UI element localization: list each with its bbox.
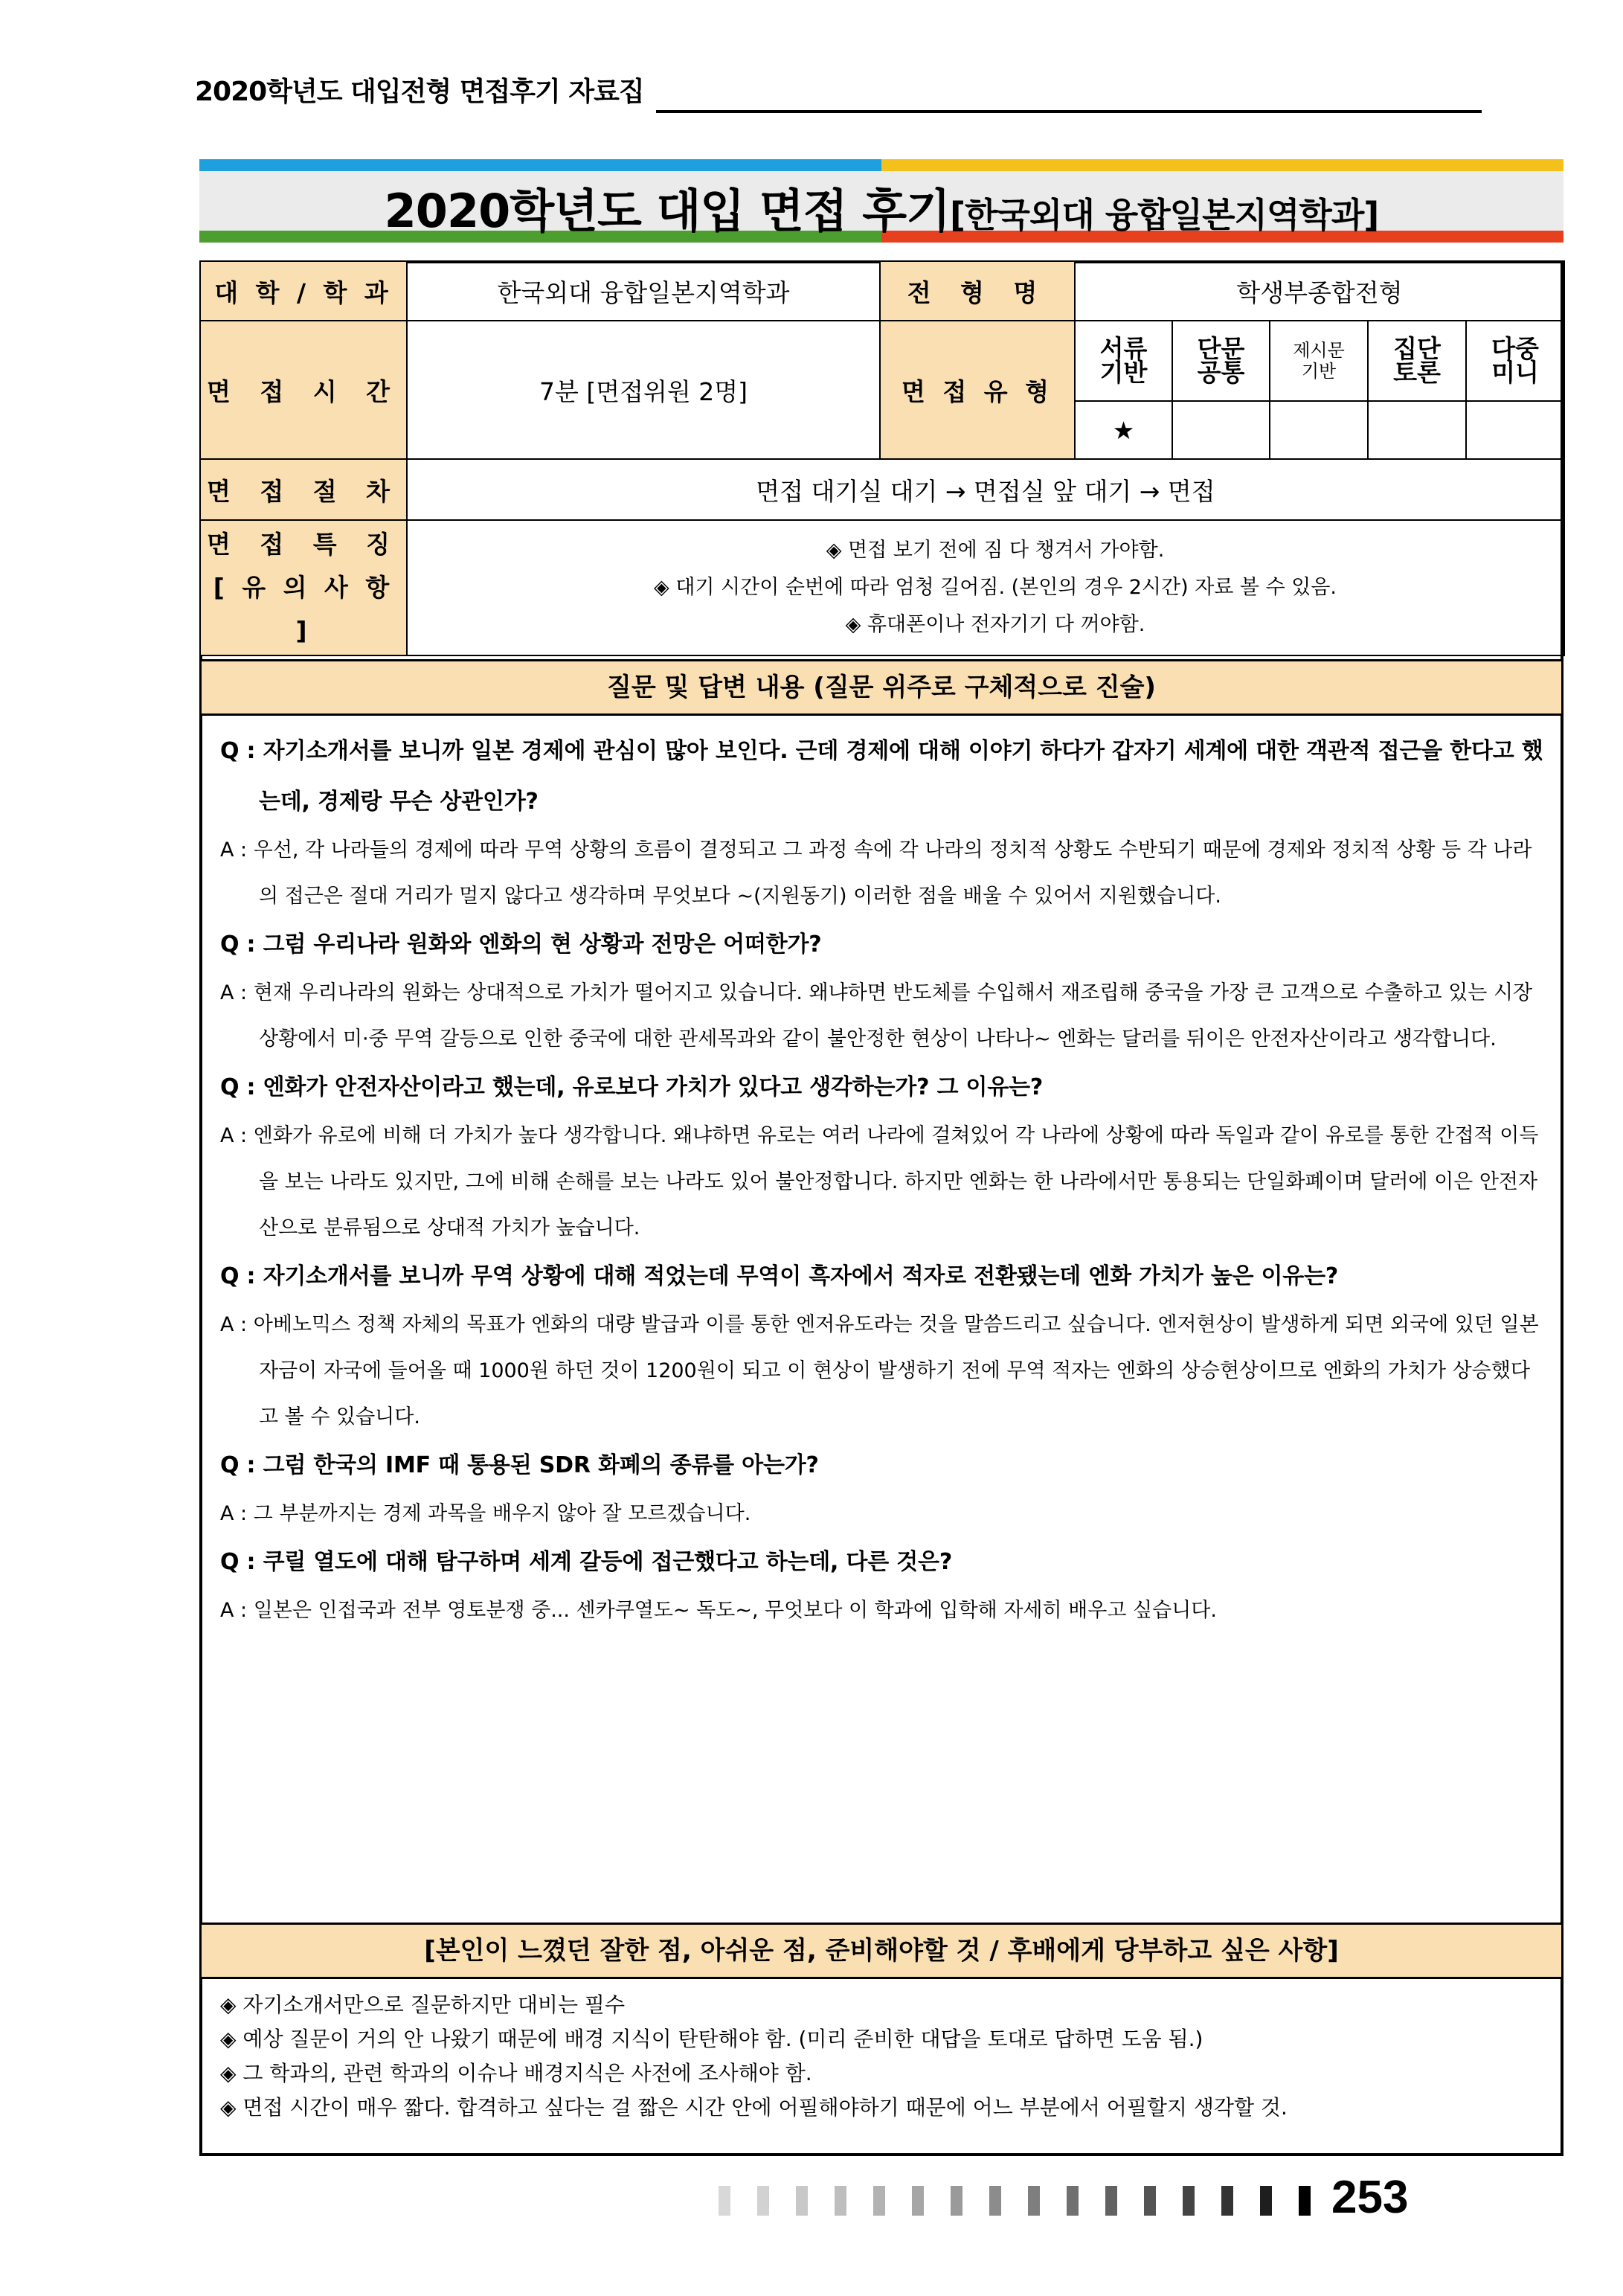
type-mark-cell [1466,401,1564,459]
feature-item: ◈ 휴대폰이나 전자기기 다 꺼야함. [845,613,1145,636]
title-banner [199,159,1563,243]
answer: A : 엔화가 유로에 비해 더 가치가 높다 생각합니다. 왜냐하면 유로는 여러 나라에 걸쳐있어 각 나라에 상황에 따라 독일과 같이 유로를 통한 간접적 이득을 보는 나라도 있지만, 그에 비해 손해를 보는 나라도 있어 불안정합니다. 하지만 엔화는 한 나라에서만 통용되는 단일화폐이며 달러에 이은 안전자산으로 분류됨으로 상대적 가치가 높습니다. [220,1124,1539,1240]
page-title [199,174,1563,240]
type-document: 서류 기반 [1075,321,1172,401]
tip-item: ◈ 면접 시간이 매우 짧다. 합격하고 싶다는 걸 짧은 시간 안에 어필해야하기 때문에 어느 부분에서 어필할지 생각할 것. [220,2095,1288,2120]
header-rule [656,110,1482,113]
tips-section-title: [본인이 느꼈던 잘한 점, 아쉬운 점, 준비해야할 것 / 후배에게 당부하고 싶은 사항] [199,1923,1563,1979]
type-passage: 제시문 기반 [1270,321,1368,401]
running-title: 2020학년도 대입전형 면접후기 자료집 [195,77,644,107]
admission-label: 전 형 명 [880,261,1075,321]
tip-item: ◈ 자기소개서만으로 질문하지만 대비는 필수 [220,1992,626,2017]
question: Q : 자기소개서를 보니까 무역 상황에 대해 적었는데 무역이 흑자에서 적자로 전환됐는데 엔화 가치가 높은 이유는? [220,1263,1339,1289]
type-mark-cell [1368,401,1466,459]
type-mark-cell [1270,401,1368,459]
qa-section-title: 질문 및 답변 내용 (질문 위주로 구체적으로 진술) [199,659,1563,716]
answer: A : 아베노믹스 정책 자체의 목표가 엔화의 대량 발급과 이를 통한 엔저유도라는 것을 말씀드리고 싶습니다. 엔저현상이 발생하게 되면 외국에 있던 일본 자금이 자국에 들어올 때 1000원 하던 것이 1200원이 되고 이 현상이 발생하기 전에 무역 적자는 엔화의 상승현상이므로 엔화의 가치가 상승했다고 볼 수 있습니다. [220,1313,1539,1428]
answer: A : 그 부분까지는 경제 과목을 배우지 않아 잘 모르겠습니다. [220,1502,751,1525]
admission-value: 학생부종합전형 [1075,261,1564,321]
answer: A : 일본은 인접국과 전부 영토분쟁 중... 센카쿠열도~ 독도~, 무엇보다 이 학과에 입학해 자세히 배우고 싶습니다. [220,1599,1217,1622]
school-value: 한국외대 융합일본지역학과 [407,261,880,321]
type-multi-mini: 다중 미니 [1466,321,1564,401]
question: Q : 그럼 우리나라 원화와 엔화의 현 상황과 전망은 어떠한가? [220,931,822,958]
answer: A : 현재 우리나라의 원화는 상대적으로 가치가 떨어지고 있습니다. 왜냐하면 반도체를 수입해서 재조립해 중국을 가장 큰 고객으로 수출하고 있는 시장 상황에서 미·중 무역 갈등으로 인한 중국에 대한 관세목과와 같이 불안정한 현상이 나타나~ 엔화는 달러를 뒤이은 안전자산이라고 생각합니다. [220,981,1533,1051]
question: Q : 쿠릴 열도에 대해 탐구하며 세계 갈등에 접근했다고 하는데, 다른 것은? [220,1549,953,1575]
procedure-label: 면 접 절 차 [200,459,407,520]
banner-bar-yellow [881,159,1563,171]
banner-bar-blue [199,159,881,171]
time-label: 면 접 시 간 [200,321,407,459]
type-selected-star: ★ [1075,401,1172,459]
tip-item: ◈ 그 학과의, 관련 학과의 이슈나 배경지식은 사전에 조사해야 함. [220,2061,812,2085]
page-number: 253 [1331,2172,1409,2223]
info-table [199,260,1565,656]
answer: A : 우선, 각 나라들의 경제에 따라 무역 상황의 흐름이 결정되고 그 과정 속에 각 나라의 정치적 상황도 수반되기 때문에 경제와 정치적 상황 등 각 나라의 접근은 절대 거리가 멀지 않다고 생각하며 무엇보다 ~(지원동기) 이러한 점을 배울 수 있어서 지원했습니다. [220,838,1532,908]
qa-list [220,726,1547,1634]
tips-list [220,1988,1547,2125]
feature-item: ◈ 대기 시간이 순번에 따라 엄청 길어짐. (본인의 경우 2시간) 자료 볼 수 있음. [653,576,1337,599]
type-group-debate: 집단 토론 [1368,321,1466,401]
type-mark-cell [1172,401,1270,459]
title-main: 2020학년도 대입 면접 후기 [384,184,951,238]
tip-item: ◈ 예상 질문이 거의 안 나왔기 때문에 배경 지식이 탄탄해야 함. (미리 준비한 대답을 토대로 답하면 도움 됨.) [220,2027,1203,2051]
feature-item: ◈ 면접 보기 전에 짐 다 챙겨서 가야함. [826,539,1165,562]
features-label: 면 접 특 징 [ 유 의 사 항 ] [200,520,407,655]
question: Q : 그럼 한국의 IMF 때 통용된 SDR 화폐의 종류를 아는가? [220,1452,819,1478]
school-label: 대 학 / 학 과 [200,261,407,321]
question: Q : 자기소개서를 보니까 일본 경제에 관심이 많아 보인다. 근데 경제에 대해 이야기 하다가 갑자기 세계에 대한 객관적 접근을 한다고 했는데, 경제랑 무슨 상관인가? [220,738,1543,815]
procedure-value: 면접 대기실 대기 → 면접실 앞 대기 → 면접 [407,459,1564,520]
question: Q : 엔화가 안전자산이라고 했는데, 유로보다 가치가 있다고 생각하는가? 그 이유는? [220,1074,1044,1100]
title-sub: [한국외대 융합일본지역학과] [950,195,1379,235]
type-label: 면 접 유 형 [880,321,1075,459]
time-value: 7분 [면접위원 2명] [407,321,880,459]
type-short-common: 단문 공통 [1172,321,1270,401]
features-list [407,520,1564,655]
